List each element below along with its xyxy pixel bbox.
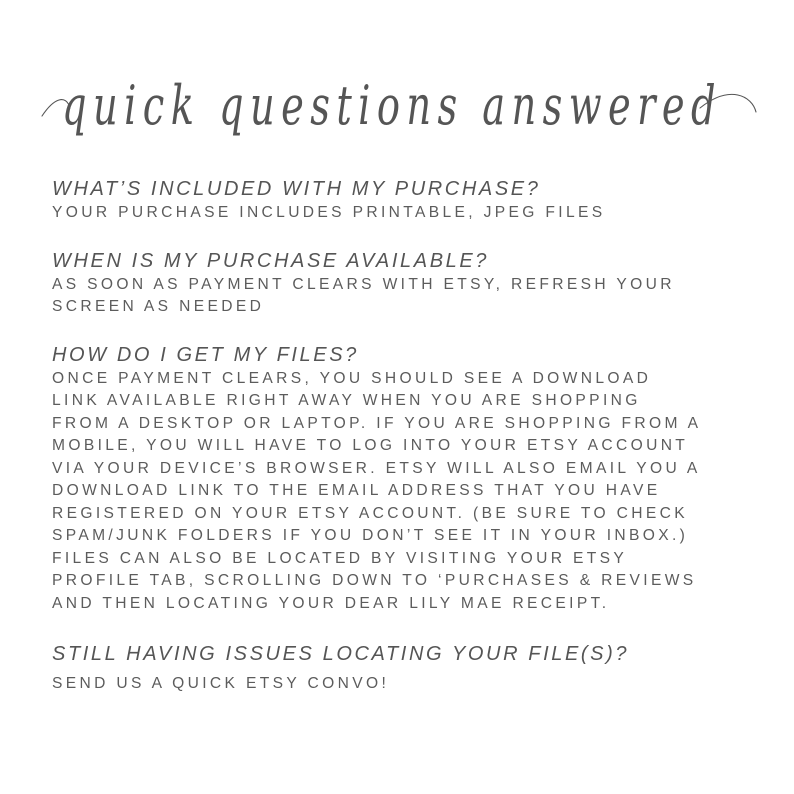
faq-answer-line: VIA YOUR DEVICE’S BROWSER. ETSY WILL ALSO EMAIL YOU A xyxy=(52,459,701,477)
faq-answer-line: FROM A DESKTOP OR LAPTOP. IF YOU ARE SHOPPING FROM A xyxy=(52,414,702,432)
faq-question: WHEN IS MY PURCHASE AVAILABLE? xyxy=(52,249,490,272)
faq-answer-line: DOWNLOAD LINK TO THE EMAIL ADDRESS THAT YOU HAVE xyxy=(52,482,661,499)
faq-question: HOW DO I GET MY FILES? xyxy=(52,343,359,366)
faq-answer xyxy=(52,274,752,319)
faq-list xyxy=(52,176,752,696)
faq-answer-line: SPAM/JUNK FOLDERS IF YOU DON’T SEE IT IN YOUR INBOX.) xyxy=(52,527,689,544)
page-title-text: quick questions answered xyxy=(62,74,722,137)
faq-item-availability xyxy=(52,248,752,319)
faq-answer xyxy=(52,673,752,696)
faq-answer-line: FILES CAN ALSO BE LOCATED BY VISITING YOUR ETSY xyxy=(52,549,628,567)
faq-question: WHAT’S INCLUDED WITH MY PURCHASE? xyxy=(52,178,541,200)
faq-answer-line: AS SOON AS PAYMENT CLEARS WITH ETSY, REFRESH YOUR xyxy=(52,275,675,293)
faq-answer-line: LINK AVAILABLE RIGHT AWAY WHEN YOU ARE SHOPPING xyxy=(52,392,641,409)
faq-answer-line: PROFILE TAB, SCROLLING DOWN TO ‘PURCHASES & REVIEWS xyxy=(52,572,697,589)
faq-answer-line: AND THEN LOCATING YOUR DEAR LILY MAE RECEIPT. xyxy=(52,594,610,612)
faq-answer-line: SEND US A QUICK ETSY CONVO! xyxy=(52,675,390,692)
faq-answer-line: YOUR PURCHASE INCLUDES PRINTABLE, JPEG FILES xyxy=(52,204,606,221)
faq-question: STILL HAVING ISSUES LOCATING YOUR FILE(S)? xyxy=(52,643,630,665)
page-title xyxy=(40,68,760,158)
faq-answer-line: ONCE PAYMENT CLEARS, YOU SHOULD SEE A DOWNLOAD xyxy=(52,369,652,387)
faq-item-included xyxy=(52,176,752,225)
faq-answer-line: SCREEN AS NEEDED xyxy=(52,298,265,315)
faq-answer xyxy=(52,202,752,225)
faq-answer-line: MOBILE, YOU WILL HAVE TO LOG INTO YOUR ETSY ACCOUNT xyxy=(52,437,689,454)
script-title-lettering xyxy=(40,68,760,158)
faq-item-still-having-issues xyxy=(52,641,752,696)
faq-answer-line: REGISTERED ON YOUR ETSY ACCOUNT. (BE SURE TO CHECK xyxy=(52,504,688,522)
faq-answer xyxy=(52,368,752,616)
faq-item-get-files xyxy=(52,342,752,616)
